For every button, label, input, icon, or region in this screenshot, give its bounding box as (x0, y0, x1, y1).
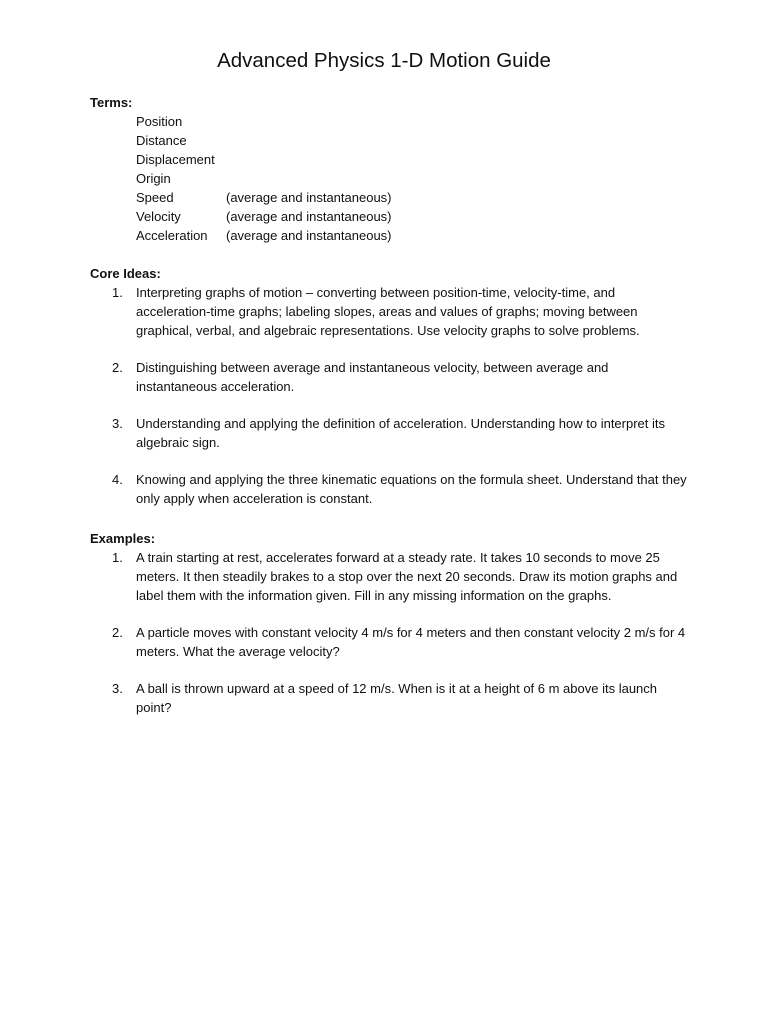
term-item (136, 188, 392, 207)
item-text: Knowing and applying the three kinematic equations on the formula sheet. Understand that they only apply when acceleration is constant. (136, 472, 687, 506)
item-number: 1. (112, 550, 123, 565)
term-item (136, 112, 392, 131)
terms-list (136, 112, 392, 245)
examples-list (90, 548, 690, 735)
item-text: Interpreting graphs of motion – converting between position-time, velocity-time, and acceleration-time graphs; labeling slopes, areas and values of graphs; moving between graphical, verbal, and algebraic representations. Use velocity graphs to solve problems. (136, 285, 640, 338)
term-note: (average and instantaneous) (226, 209, 392, 224)
list-item (90, 470, 690, 508)
term-item (136, 150, 392, 169)
term-note: (average and instantaneous) (226, 228, 392, 243)
examples-heading: Examples: (90, 531, 156, 546)
term-name: Position (136, 114, 183, 129)
core-ideas-list (90, 283, 690, 526)
term-name: Acceleration (136, 228, 208, 243)
list-item (90, 679, 690, 717)
item-text: A train starting at rest, accelerates forward at a steady rate. It takes 10 seconds to move 25 meters. It then steadily brakes to a stop over the next 20 seconds. Draw its motion graphs and label them with the information given. Fill in any missing information on the graphs. (136, 550, 678, 603)
term-item (136, 169, 392, 188)
terms-heading: Terms: (90, 95, 133, 110)
item-number: 3. (112, 416, 123, 431)
list-item (90, 414, 690, 452)
term-item (136, 131, 392, 150)
item-number: 1. (112, 285, 123, 300)
item-text: A particle moves with constant velocity 4 m/s for 4 meters and then constant velocity 2 m/s for 4 meters. What the average velocity? (136, 625, 686, 659)
item-text: Distinguishing between average and instantaneous velocity, between average and instantaneous acceleration. (136, 360, 609, 394)
list-item (90, 283, 690, 340)
term-name: Displacement (136, 152, 215, 167)
term-note: (average and instantaneous) (226, 190, 392, 205)
page-title: Advanced Physics 1-D Motion Guide (217, 49, 551, 72)
item-number: 4. (112, 472, 123, 487)
term-name: Velocity (136, 209, 181, 224)
list-item (90, 623, 690, 661)
item-number: 3. (112, 681, 123, 696)
item-text: Understanding and applying the definition of acceleration. Understanding how to interpret its algebraic sign. (136, 416, 666, 450)
term-name: Distance (136, 133, 187, 148)
term-name: Origin (136, 171, 171, 186)
term-name: Speed (136, 190, 174, 205)
item-number: 2. (112, 360, 123, 375)
core-ideas-heading: Core Ideas: (90, 266, 161, 281)
term-item (136, 226, 392, 245)
item-number: 2. (112, 625, 123, 640)
list-item (90, 358, 690, 396)
item-text: A ball is thrown upward at a speed of 12 m/s. When is it at a height of 6 m above its launch point? (136, 681, 658, 715)
term-item (136, 207, 392, 226)
list-item (90, 548, 690, 605)
